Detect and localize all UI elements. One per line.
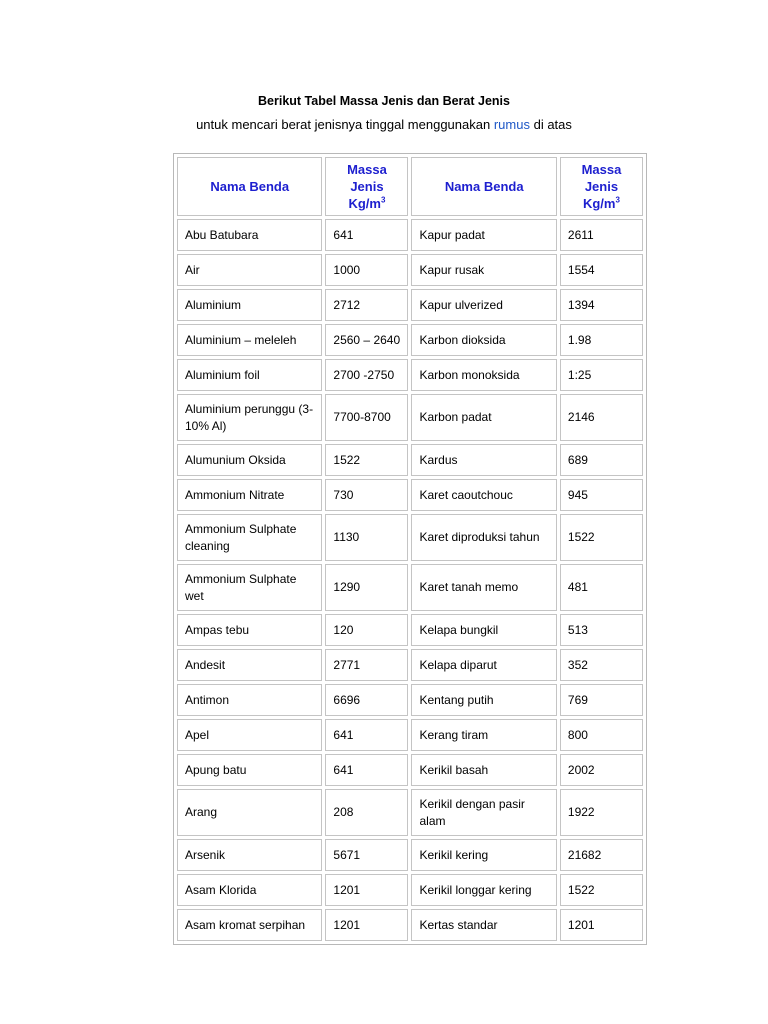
header-density-left [325,157,408,216]
table-row [177,564,643,611]
cell-name-right: Kapur ulverized [411,289,556,321]
cell-value-left: 208 [325,789,408,836]
cell-value-left: 120 [325,614,408,646]
table-row [177,289,643,321]
cell-name-right: Karbon monoksida [411,359,556,391]
cell-name-left: Alumunium Oksida [177,444,322,476]
cell-value-right: 800 [560,719,643,751]
cell-value-left: 641 [325,219,408,251]
cell-value-left: 2700 -2750 [325,359,408,391]
table-row [177,359,643,391]
table-row [177,219,643,251]
cell-name-left: Arang [177,789,322,836]
header-density-unit: Kg/m [348,196,381,211]
cell-name-left: Ammonium Sulphate wet [177,564,322,611]
cell-name-left: Aluminium [177,289,322,321]
cell-name-right: Kertas standar [411,909,556,941]
cell-name-left: Aluminium foil [177,359,322,391]
header-density-line2: Jenis [584,179,619,194]
table-row [177,754,643,786]
cell-name-right: Kapur rusak [411,254,556,286]
table-row [177,444,643,476]
cell-value-right: 1:25 [560,359,643,391]
cell-value-left: 2712 [325,289,408,321]
cell-value-left: 1000 [325,254,408,286]
cell-value-right: 1522 [560,514,643,561]
cell-name-right: Kerikil basah [411,754,556,786]
cell-name-left: Ampas tebu [177,614,322,646]
cell-name-right: Karbon padat [411,394,556,441]
cell-name-left: Antimon [177,684,322,716]
density-table [173,153,647,945]
cell-value-right: 352 [560,649,643,681]
cell-name-left: Asam Klorida [177,874,322,906]
table-row [177,684,643,716]
cell-value-right: 769 [560,684,643,716]
cell-name-right: Kardus [411,444,556,476]
cell-value-left: 6696 [325,684,408,716]
cell-value-left: 730 [325,479,408,511]
cell-name-right: Kerang tiram [411,719,556,751]
table-header-row [177,157,643,216]
header-density-line2: Jenis [350,179,384,194]
header-name-left: Nama Benda [177,157,322,216]
table-row [177,514,643,561]
rumus-link[interactable]: rumus [493,117,530,132]
cell-value-right: 1522 [560,874,643,906]
cell-name-right: Karet tanah memo [411,564,556,611]
cell-name-right: Karet caoutchouc [411,479,556,511]
cell-value-right: 2146 [560,394,643,441]
table-row [177,719,643,751]
cell-name-left: Apel [177,719,322,751]
cell-value-right: 689 [560,444,643,476]
header-name-right: Nama Benda [411,157,556,216]
header-density-exp: 3 [380,195,386,205]
cell-name-left: Arsenik [177,839,322,871]
cell-name-right: Kelapa bungkil [411,614,556,646]
table-row [177,394,643,441]
table-row [177,324,643,356]
cell-name-left: Apung batu [177,754,322,786]
cell-name-right: Kelapa diparut [411,649,556,681]
cell-value-left: 5671 [325,839,408,871]
document-title: Berikut Tabel Massa Jenis dan Berat Jenis [258,94,510,108]
cell-value-left: 641 [325,719,408,751]
cell-name-right: Kentang putih [411,684,556,716]
cell-value-left: 2771 [325,649,408,681]
cell-value-left: 641 [325,754,408,786]
cell-value-right: 2611 [560,219,643,251]
header-density-right [560,157,643,216]
header-density-line1: Massa [581,162,622,177]
cell-value-right: 1.98 [560,324,643,356]
cell-name-left: Andesit [177,649,322,681]
cell-value-left: 2560 – 2640 [325,324,408,356]
cell-value-left: 1522 [325,444,408,476]
table-row [177,839,643,871]
cell-value-right: 481 [560,564,643,611]
cell-name-right: Karbon dioksida [411,324,556,356]
cell-value-right: 1554 [560,254,643,286]
cell-name-left: Ammonium Nitrate [177,479,322,511]
cell-value-right: 21682 [560,839,643,871]
table-row [177,909,643,941]
cell-value-left: 1290 [325,564,408,611]
subtitle-text: untuk mencari berat jenisnya tinggal menggunakan [196,117,491,132]
cell-value-right: 1394 [560,289,643,321]
cell-value-right: 1922 [560,789,643,836]
cell-name-left: Air [177,254,322,286]
cell-value-left: 1130 [325,514,408,561]
cell-value-right: 2002 [560,754,643,786]
cell-name-right: Kerikil kering [411,839,556,871]
cell-name-left: Ammonium Sulphate cleaning [177,514,322,561]
cell-value-left: 7700-8700 [325,394,408,441]
table-row [177,614,643,646]
header-density-unit: Kg/m [582,196,616,211]
cell-name-left: Abu Batubara [177,219,322,251]
subtitle-text-end: di atas [533,117,572,132]
cell-value-right: 1201 [560,909,643,941]
cell-name-left: Aluminium – meleleh [177,324,322,356]
cell-name-right: Karet diproduksi tahun [411,514,556,561]
cell-name-right: Kerikil dengan pasir alam [411,789,556,836]
cell-value-right: 945 [560,479,643,511]
header-density-line1: Massa [347,162,387,177]
cell-value-right: 513 [560,614,643,646]
cell-name-left: Asam kromat serpihan [177,909,322,941]
document-subtitle [0,117,768,132]
cell-value-left: 1201 [325,874,408,906]
table-row [177,874,643,906]
table-row [177,649,643,681]
cell-name-left: Aluminium perunggu (3-10% Al) [177,394,322,441]
header-density-exp: 3 [615,195,620,205]
table-row [177,479,643,511]
cell-value-left: 1201 [325,909,408,941]
cell-name-right: Kapur padat [411,219,556,251]
table-row [177,254,643,286]
cell-name-right: Kerikil longgar kering [411,874,556,906]
table-row [177,789,643,836]
